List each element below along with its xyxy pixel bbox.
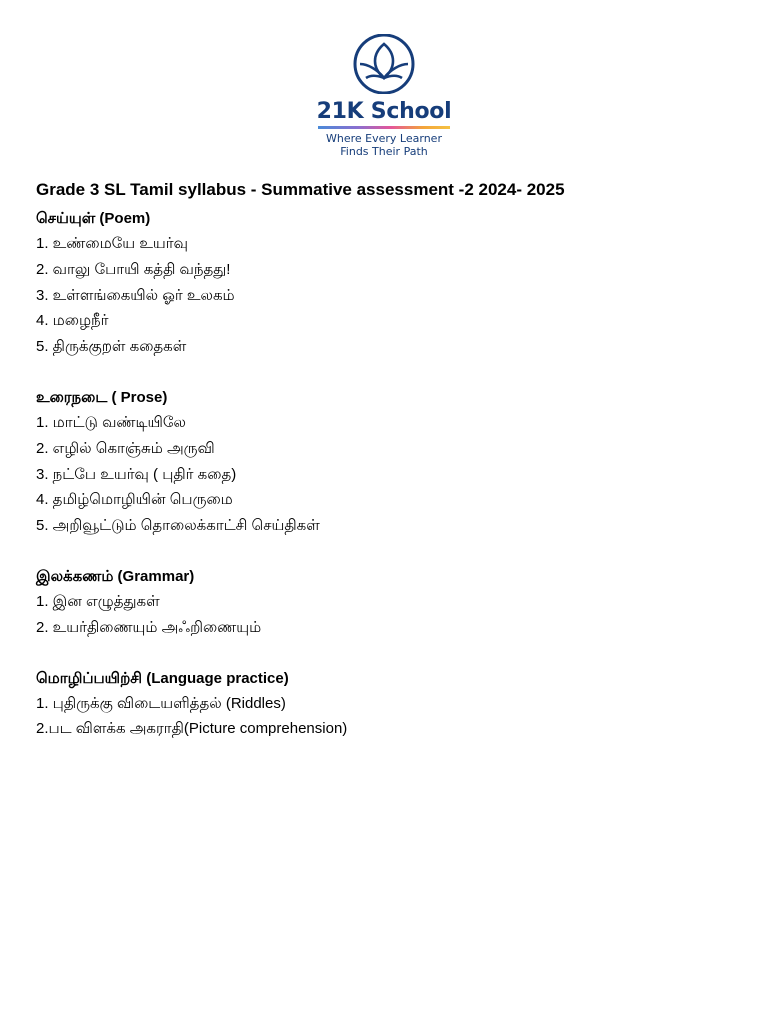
list-item: 1. உண்மையே உயர்வு bbox=[36, 235, 188, 252]
section-heading: செய்யுள் (Poem) bbox=[36, 210, 151, 227]
section-language-practice bbox=[36, 666, 736, 743]
document-body bbox=[36, 178, 736, 742]
school-logo bbox=[0, 34, 768, 158]
section-grammar bbox=[36, 564, 736, 641]
list-item: 2. உயர்திணையும் அஃறிணையும் bbox=[36, 618, 262, 636]
section-spacer bbox=[36, 539, 736, 564]
logo-tagline-line2: Finds Their Path bbox=[340, 145, 428, 158]
section-prose bbox=[36, 385, 736, 539]
section-heading: உரைநடை ( Prose) bbox=[36, 388, 168, 406]
list-item: 1. மாட்டு வண்டியிலே bbox=[36, 413, 186, 431]
logo-wordmark: 21K School bbox=[316, 99, 452, 124]
list-item: 2. எழில் கொஞ்சும் அருவி bbox=[36, 439, 215, 457]
list-item: 4. மழைநீர் bbox=[36, 312, 109, 330]
section-spacer bbox=[36, 360, 736, 385]
list-item: 1. இன எழுத்துகள் bbox=[36, 592, 160, 610]
list-item: 5. அறிவூட்டும் தொலைக்காட்சி செய்திகள் bbox=[36, 517, 320, 535]
list-item: 2. வாலு போயி கத்தி வந்தது! bbox=[36, 260, 231, 278]
section-heading: இலக்கணம் (Grammar) bbox=[36, 567, 195, 585]
section-heading: மொழிப்பயிற்சி (Language practice) bbox=[36, 669, 289, 687]
logo-tagline-line1: Where Every Learner bbox=[326, 132, 442, 145]
list-item: 3. நட்பே உயர்வு ( புதிர் கதை) bbox=[36, 465, 237, 483]
list-item: 1. புதிருக்கு விடையளித்தல் (Riddles) bbox=[36, 694, 286, 712]
list-item: 2.பட விளக்க அகராதி(Picture comprehension) bbox=[36, 720, 348, 738]
list-item: 3. உள்ளங்கையில் ஓர் உலகம் bbox=[36, 286, 235, 304]
document-title: Grade 3 SL Tamil syllabus - Summative assessment -2 2024- 2025 bbox=[36, 180, 565, 199]
list-item: 5. திருக்குறள் கதைகள் bbox=[36, 338, 187, 356]
list-item: 4. தமிழ்மொழியின் பெருமை bbox=[36, 491, 233, 509]
section-spacer bbox=[36, 641, 736, 666]
section-poem bbox=[36, 206, 736, 360]
lotus-icon bbox=[352, 34, 416, 94]
logo-gradient-rule bbox=[318, 126, 450, 129]
